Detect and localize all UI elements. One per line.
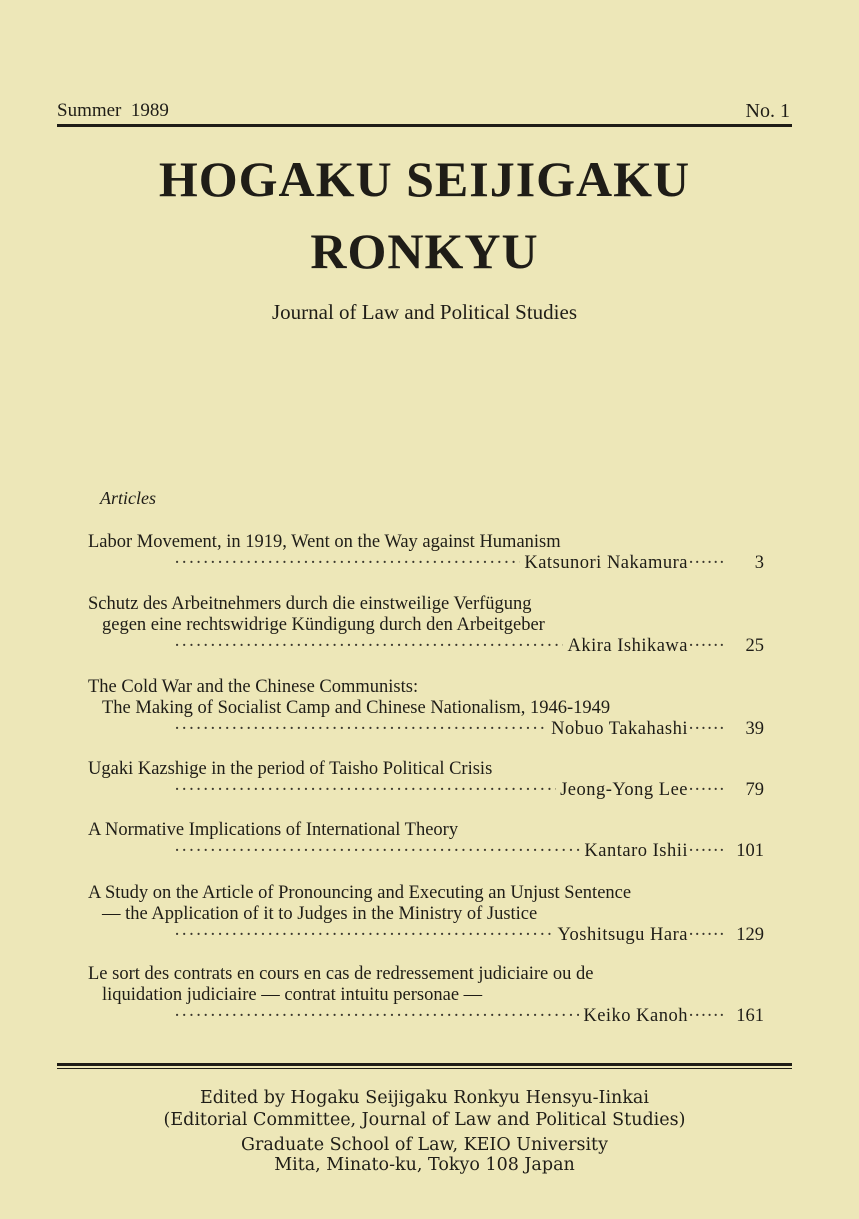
- article-page: 3: [754, 553, 764, 573]
- article-byline: [88, 780, 764, 801]
- article-entry: [88, 532, 764, 574]
- article-byline: [88, 1006, 764, 1027]
- article-title-line: The Cold War and the Chinese Communists:: [88, 677, 419, 697]
- editor-line: Edited by Hogaku Seijigaku Ronkyu Hensyu-Iinkai: [200, 1088, 649, 1108]
- address-line: Mita, Minato-ku, Tokyo 108 Japan: [274, 1155, 575, 1175]
- article-title-line: Ugaki Kazshige in the period of Taisho Political Crisis: [88, 759, 493, 779]
- article-byline: [88, 636, 764, 657]
- article-page: 79: [745, 780, 764, 800]
- article-page: 161: [736, 1006, 764, 1026]
- journal-subtitle: Journal of Law and Political Studies: [271, 300, 578, 324]
- school-line: Graduate School of Law, KEIO University: [241, 1135, 608, 1155]
- article-page: 25: [745, 636, 764, 656]
- section-label: Articles: [100, 488, 156, 508]
- leader-dots: [174, 925, 553, 946]
- journal-title-line1: HOGAKU SEIJIGAKU: [158, 151, 691, 207]
- issue-season: Summer 1989: [57, 100, 169, 121]
- article-byline: [88, 553, 764, 574]
- committee-line: (Editorial Committee, Journal of Law and Political Studies): [163, 1110, 686, 1130]
- article-title-line: Schutz des Arbeitnehmers durch die einstweilige Verfügung: [88, 594, 532, 614]
- footer-rule-thin: [57, 1068, 792, 1069]
- issue-number: No. 1: [745, 100, 790, 122]
- article-author: Nobuo Takahashi: [551, 719, 688, 739]
- article-page: 39: [745, 719, 764, 739]
- article-author: Jeong-Yong Lee: [560, 780, 688, 800]
- leader-dots: [174, 636, 563, 657]
- article-title-line: Le sort des contrats en cours en cas de redressement judiciaire ou de: [88, 964, 594, 984]
- article-title-line: — the Application of it to Judges in the Ministry of Justice: [102, 904, 538, 924]
- article-author: Katsunori Nakamura: [524, 553, 688, 573]
- leader-dots: [174, 780, 556, 801]
- article-title-line: A Normative Implications of International Theory: [88, 820, 459, 840]
- article-entry: [88, 677, 764, 740]
- article-title-line: gegen eine rechtswidrige Kündigung durch den Arbeitgeber: [102, 615, 545, 635]
- footer-rule-thick: [57, 1063, 792, 1066]
- article-byline: [88, 925, 764, 946]
- article-byline: [88, 841, 764, 862]
- leader-dots: [174, 553, 520, 574]
- article-author: Yoshitsugu Hara: [557, 925, 688, 945]
- article-title-line: A Study on the Article of Pronouncing and Executing an Unjust Sentence: [88, 883, 632, 903]
- article-entry: [88, 964, 764, 1027]
- article-entry: [88, 759, 764, 801]
- leader-dots: [174, 841, 580, 862]
- article-entry: [88, 883, 764, 946]
- leader-dots: [174, 719, 547, 740]
- article-entry: [88, 594, 764, 657]
- article-author: Kantaro Ishii: [584, 841, 688, 861]
- article-page: 101: [736, 841, 764, 861]
- article-entry: [88, 820, 764, 862]
- leader-dots: [174, 1006, 579, 1027]
- article-author: Keiko Kanoh: [583, 1006, 688, 1026]
- article-page: 129: [736, 925, 764, 945]
- article-title-line: Labor Movement, in 1919, Went on the Way against Humanism: [88, 532, 561, 552]
- article-title-line: liquidation judiciaire — contrat intuitu personae —: [102, 985, 483, 1005]
- article-author: Akira Ishikawa: [567, 636, 688, 656]
- journal-title-line2: RONKYU: [310, 223, 539, 279]
- article-byline: [88, 719, 764, 740]
- article-title-line: The Making of Socialist Camp and Chinese Nationalism, 1946-1949: [102, 698, 611, 718]
- header-rule: [57, 124, 792, 127]
